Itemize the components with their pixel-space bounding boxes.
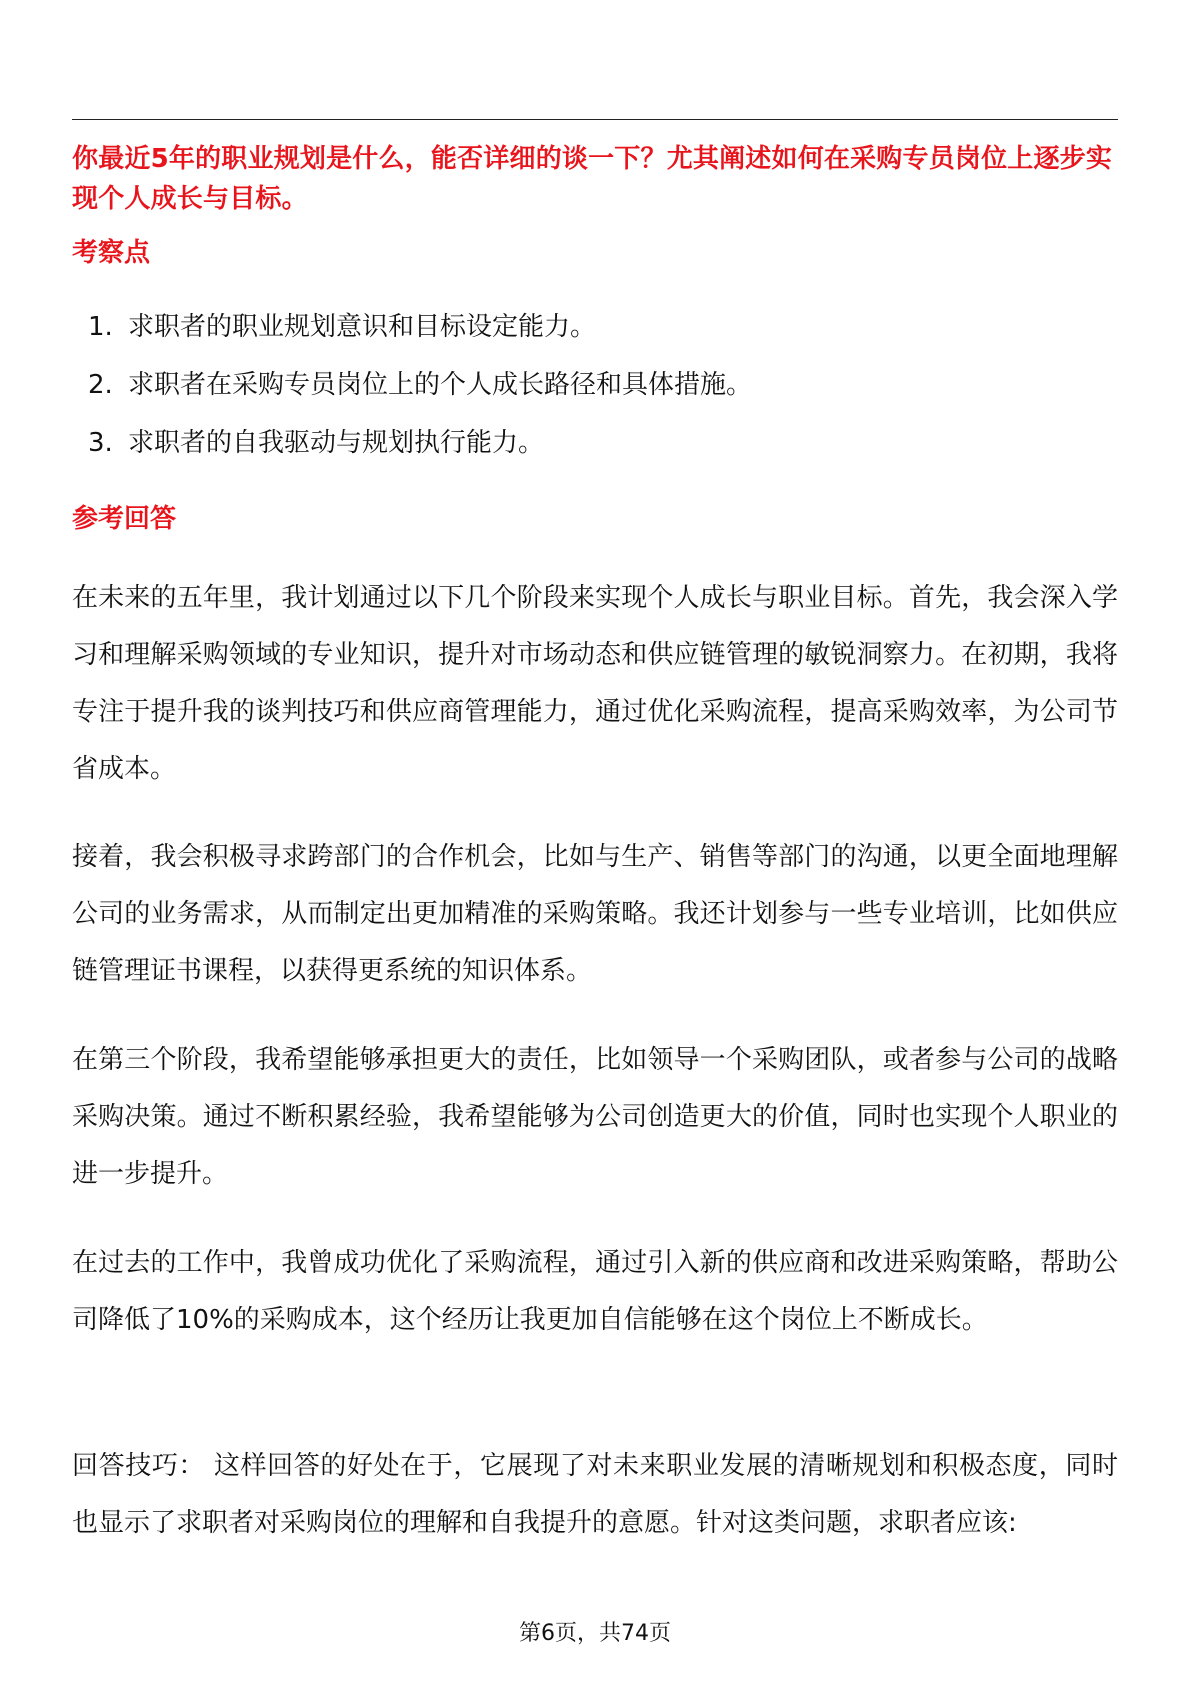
list-item-number: 3.	[88, 428, 113, 458]
answer-paragraph-4: 在过去的工作中，我曾成功优化了采购流程，通过引入新的供应商和改进采购策略，帮助公司降低了10%的采购成本，这个经历让我更加自信能够在这个岗位上不断成长。	[72, 1248, 1118, 1335]
list-item-text: 求职者在采购专员岗位上的个人成长路径和具体措施。	[128, 370, 753, 400]
list-item-number: 2.	[88, 370, 113, 400]
top-divider	[72, 119, 1118, 120]
answer-paragraph-1: 在未来的五年里，我计划通过以下几个阶段来实现个人成长与职业目标。首先，我会深入学习和理解采购领域的专业知识，提升对市场动态和供应链管理的敏锐洞察力。在初期，我将专注于提升我的谈判技巧和供应商管理能力，通过优化采购流程，提高采购效率，为公司节省成本。	[72, 583, 1118, 784]
answer-tips-paragraph: 回答技巧： 这样回答的好处在于，它展现了对未来职业发展的清晰规划和积极态度，同时也显示了求职者对采购岗位的理解和自我提升的意愿。针对这类问题，求职者应该:	[72, 1451, 1118, 1538]
list-item	[72, 426, 1112, 460]
answer-paragraph-2: 接着，我会积极寻求跨部门的合作机会，比如与生产、销售等部门的沟通，以更全面地理解公司的业务需求，从而制定出更加精准的采购策略。我还计划参与一些专业培训，比如供应链管理证书课程，以获得更系统的知识体系。	[72, 842, 1118, 986]
points-list	[72, 310, 1112, 484]
points-heading: 考察点	[72, 238, 151, 268]
list-item-number: 1.	[88, 312, 113, 342]
list-item	[72, 368, 1112, 402]
interview-question: 你最近5年的职业规划是什么，能否详细的谈一下？尤其阐述如何在采购专员岗位上逐步实现个人成长与目标。	[72, 144, 1113, 214]
list-item-text: 求职者的职业规划意识和目标设定能力。	[128, 312, 597, 342]
answer-paragraph-3: 在第三个阶段，我希望能够承担更大的责任，比如领导一个采购团队，或者参与公司的战略采购决策。通过不断积累经验，我希望能够为公司创造更大的价值，同时也实现个人职业的进一步提升。	[72, 1045, 1118, 1189]
answer-heading: 参考回答	[72, 504, 177, 534]
list-item-text: 求职者的自我驱动与规划执行能力。	[128, 428, 545, 458]
list-item	[72, 310, 1112, 344]
page-number: 第6页，共74页	[519, 1621, 671, 1646]
